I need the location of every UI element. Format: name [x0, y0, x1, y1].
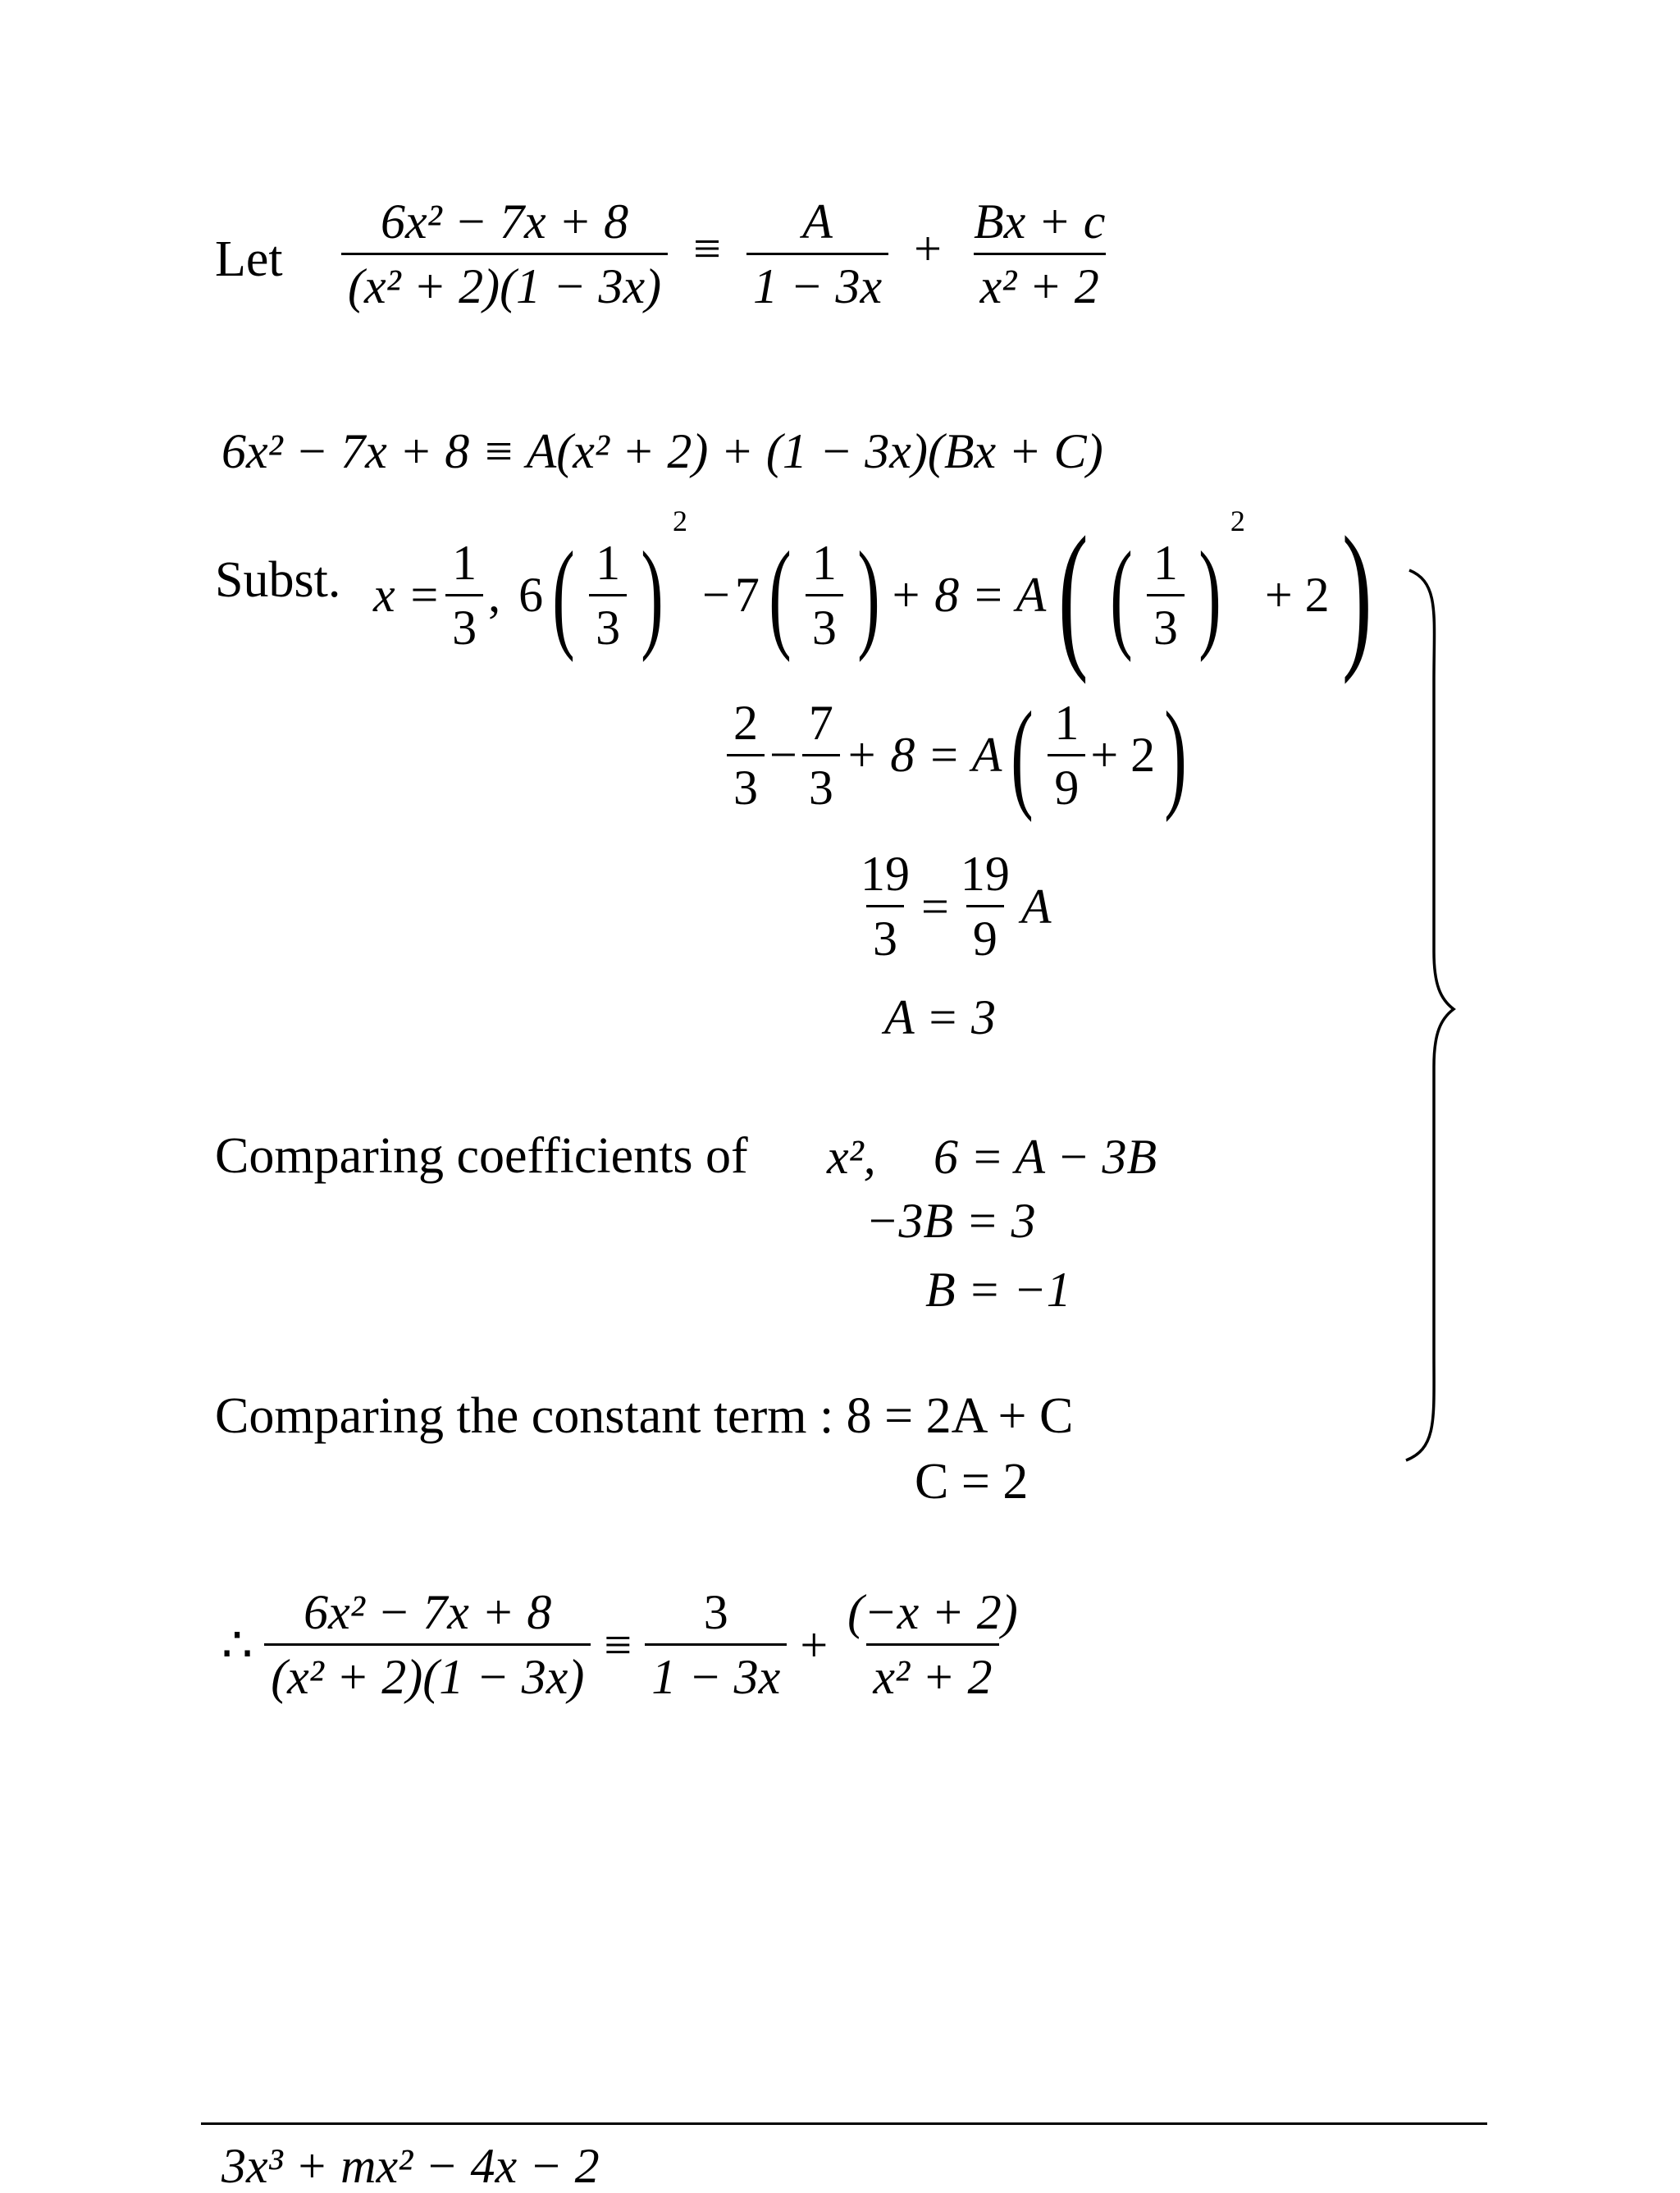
intro-term1-fraction: [746, 194, 888, 313]
result-lhs-fraction: [264, 1585, 591, 1704]
identity-equation: 6x² − 7x + 8 ≡ A(x² + 2) + (1 − 3x)(Bx + C): [221, 424, 1103, 478]
intro-term2-numerator: Bx + c: [973, 194, 1106, 249]
step3-num-19: 19: [861, 847, 910, 901]
subst-plus8-eq-A: + 8 = A: [888, 568, 1047, 622]
paren-left: (: [1011, 687, 1034, 823]
step3-frac-left: [854, 847, 916, 966]
paren-right: ): [1198, 527, 1221, 663]
intro-term1-denominator: 1 − 3x: [746, 253, 888, 311]
step2-frac-seven-thirds: [802, 695, 840, 815]
paren-right: ): [1164, 687, 1187, 823]
subst-seven: 7: [734, 568, 760, 622]
subst-frac-a-den: 3: [589, 594, 627, 652]
paren-left: (: [769, 527, 792, 663]
paren-right: ): [641, 527, 664, 663]
compare-const-label: Comparing the constant term : 8 = 2A + C: [215, 1388, 1074, 1444]
result-term2-fraction: [841, 1585, 1025, 1704]
step3-A: A: [1020, 879, 1052, 934]
step2-plus8-eq-A: + 8 = A: [844, 728, 1002, 782]
subst-frac-a: [589, 535, 627, 655]
intro-lhs-denominator: (x² + 2)(1 − 3x): [341, 253, 668, 311]
step2-den-3: 3: [727, 754, 765, 812]
paren-left: (: [552, 527, 575, 663]
step2-den-9: 9: [1048, 754, 1085, 812]
subst-plus2: + 2: [1264, 568, 1330, 622]
subst-equation: x = $\frac{1}{3}$ , 6 ( $\frac{1}{3}$ ) 2 − 7 ( $\frac{1}{3}$ ) + 8 = A ( ( $\frac{1}{3}$ ) 2 + 2 ): [373, 504, 1372, 685]
subst-x-fraction: [445, 535, 483, 655]
step2-minus: −: [769, 728, 797, 782]
compare-const-eq2: C = 2: [915, 1454, 1029, 1510]
subst-frac-b-num: 1: [811, 535, 837, 590]
intro-equiv: ≡: [693, 222, 721, 276]
subst-label: Subst.: [215, 552, 341, 608]
step2-frac-ninth: [1048, 695, 1085, 815]
step2-den-3b: 3: [802, 754, 840, 812]
intro-term1-numerator: A: [802, 194, 833, 249]
paren-right: ): [857, 527, 880, 663]
result-term2-denominator: x² + 2: [866, 1643, 998, 1702]
result-lhs-numerator: 6x² − 7x + 8: [304, 1585, 552, 1639]
result-equiv: ≡: [604, 1617, 632, 1672]
step3-den-3: 3: [866, 905, 904, 963]
step3-eq: =: [921, 879, 949, 934]
subst-frac-a-num: 1: [596, 535, 621, 590]
compare-x2-eq3: B = −1: [925, 1263, 1071, 1317]
subst-minus: −: [702, 568, 730, 622]
intro-term2-denominator: x² + 2: [974, 253, 1106, 311]
step3-equation: [849, 847, 1052, 966]
subst-comma: ,: [488, 568, 501, 622]
compare-x2-term: x²,: [827, 1130, 876, 1184]
step4-result: A = 3: [884, 990, 997, 1044]
compare-x2-eq1: 6 = A − 3B: [934, 1130, 1157, 1184]
step2-frac-two-thirds: [727, 695, 765, 815]
subst-frac-b: [806, 535, 843, 655]
intro-term2-fraction: [967, 194, 1112, 313]
result-term1-numerator: 3: [703, 1585, 728, 1639]
result-lhs-denominator: (x² + 2)(1 − 3x): [264, 1643, 591, 1702]
step2-num-1: 1: [1054, 695, 1080, 750]
subst-frac-c-den: 3: [1147, 594, 1185, 652]
subst-frac-c: [1147, 535, 1185, 655]
intro-lhs-numerator: 6x² − 7x + 8: [380, 194, 629, 249]
step3-num-19b: 19: [960, 847, 1010, 901]
let-label: Let: [215, 231, 283, 287]
result-term1-fraction: [645, 1585, 787, 1704]
step2-num-2: 2: [733, 695, 758, 750]
intro-lhs-fraction: [341, 194, 668, 313]
therefore-icon: ∴: [221, 1617, 253, 1672]
subst-frac-b-den: 3: [806, 594, 843, 652]
result-term2-numerator: (−x + 2): [847, 1585, 1018, 1639]
subst-x-den: 3: [445, 594, 483, 652]
cutoff-equation: 3x³ + mx² − 4x − 2: [221, 2139, 600, 2193]
step2-equation: [722, 687, 1196, 823]
step3-frac-right: [954, 847, 1016, 966]
intro-plus: +: [914, 222, 942, 276]
subst-frac-c-num: 1: [1153, 535, 1178, 590]
intro-equation: [336, 194, 1116, 313]
result-term1-denominator: 1 − 3x: [645, 1643, 787, 1702]
subst-x-num: 1: [452, 535, 477, 590]
divider: [201, 2122, 1487, 2125]
paren-left: (: [1110, 527, 1133, 663]
subst-six: 6: [518, 568, 544, 622]
step3-den-9: 9: [966, 905, 1004, 963]
subst-x-eq: x =: [373, 568, 441, 622]
paren-left: (: [1058, 504, 1089, 685]
compare-x2-eq2: −3B = 3: [865, 1194, 1036, 1248]
result-plus: +: [800, 1617, 829, 1672]
paren-right: ): [1341, 504, 1372, 685]
step2-num-7: 7: [808, 695, 833, 750]
step2-plus2: + 2: [1090, 728, 1156, 782]
compare-x2-label: Comparing coefficients of: [215, 1128, 748, 1184]
result-equation: [221, 1585, 1029, 1704]
right-brace-icon: [1395, 566, 1460, 1464]
